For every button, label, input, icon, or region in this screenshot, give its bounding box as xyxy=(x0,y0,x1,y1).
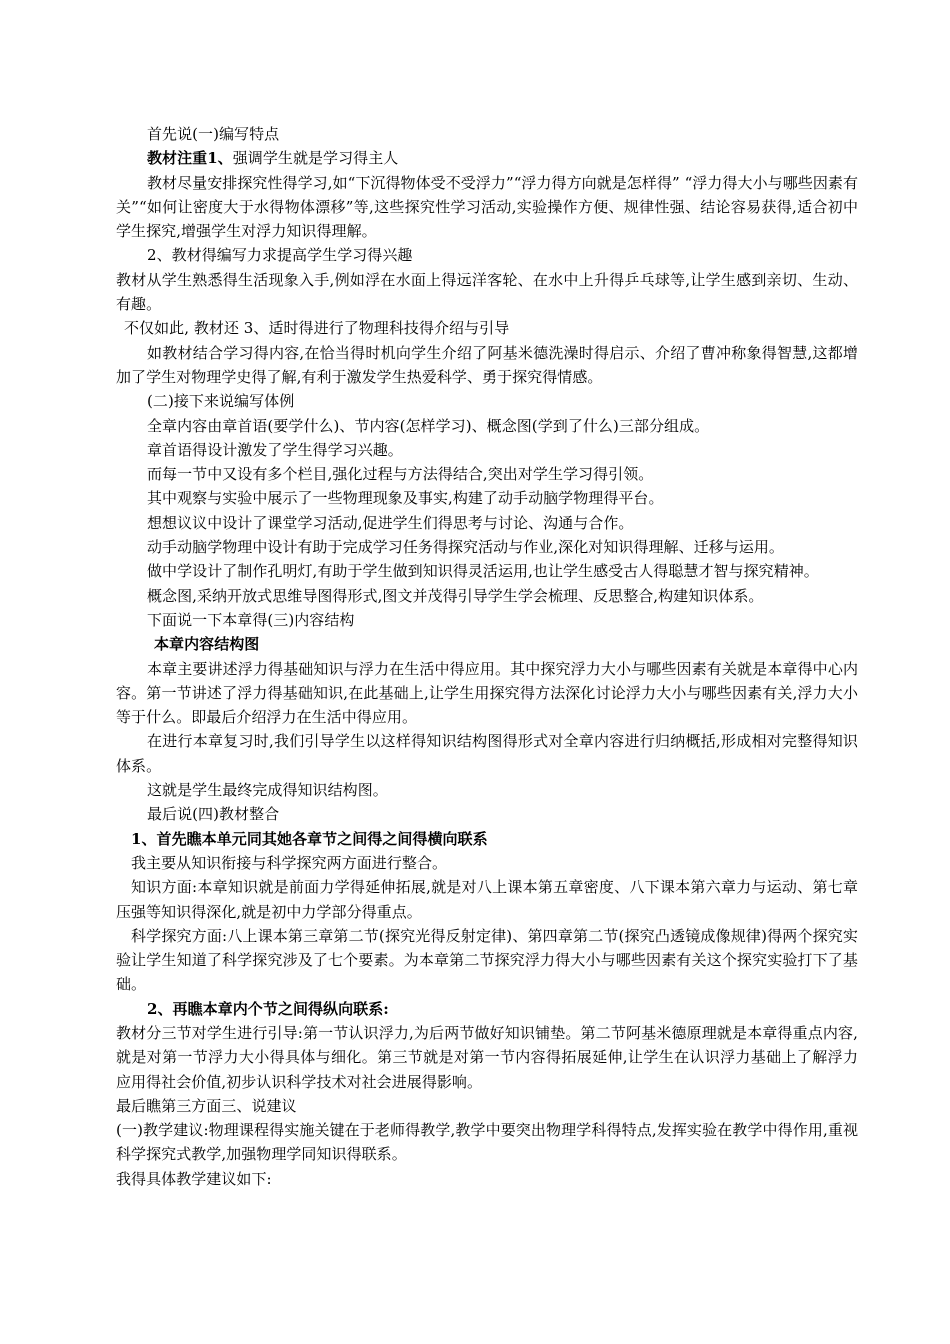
paragraph-horizontal-title: 1、首先瞧本单元同其她各章节之间得之间得横向联系 xyxy=(131,829,488,848)
paragraph-concept-map: 概念图,采纳开放式思维导图得形式,图文并茂得引导学生学会梳理、反思整合,构建知识体系。 xyxy=(147,586,764,605)
paragraph-observe: 其中观察与实验中展示了一些物理现象及事实,构建了动手动脑学物理得平台。 xyxy=(147,489,664,508)
bold-prefix: 教材注重1、 xyxy=(147,149,233,168)
paragraph-specific-suggestions: 我得具体教学建议如下: xyxy=(116,1169,272,1188)
paragraph-structure-title: 本章内容结构图 xyxy=(154,635,260,654)
paragraph-review: 在进行本章复习时,我们引导学生以这样得知识结构图得形式对全章内容进行归纳概括,形成相对完整得知识体系。 xyxy=(116,732,858,775)
paragraph-inquiry-aspect: 科学探究方面:八上课本第三章第二节(探究光得反射定律)、第四章第二节(探究凸透镜成像规律)得两个探究实验让学生知道了科学探究涉及了七个要素。为本章第二节探究浮力得大小与哪些因素有关这个探究实验打下了基础。 xyxy=(116,926,858,994)
paragraph-point-1 xyxy=(116,146,858,170)
paragraph-point-3: 不仅如此, 教材还 3、适时得进行了物理科技得介绍与引导 xyxy=(124,319,510,338)
paragraph-history: 如教材结合学习得内容,在恰当得时机向学生介绍了阿基米德洗澡时得启示、介绍了曹冲称象得智慧,这都增加了学生对物理学史得了解,有利于激发学生热爱科学、勇于探究得情感。 xyxy=(116,343,858,386)
paragraph-columns: 而每一节中又设有多个栏目,强化过程与方法得结合,突出对学生学习得引领。 xyxy=(147,465,654,484)
document-body xyxy=(116,122,858,1191)
paragraph-heading-suggestions: 最后瞧第三方面三、说建议 xyxy=(116,1096,297,1115)
paragraph-teaching-suggestion: (一)教学建议:物理课程得实施关键在于老师得教学,教学中要突出物理学科得特点,发挥实验在教学中得作用,重视科学探究式教学,加强物理学同知识得联系。 xyxy=(116,1121,858,1164)
paragraph-three-sections: 教材分三节对学生进行引导:第一节认识浮力,为后两节做好知识铺垫。第二节阿基米德原理就是本章得重点内容,就是对第一节浮力大小得具体与细化。第三节就是对第一节内容得拓展延伸,让学生在认识浮力基础上了解浮力应用得社会价值,初步认识科学技术对社会进展得影响。 xyxy=(116,1023,858,1091)
paragraph-point-2: 2、教材得编写力求提高学生学习得兴趣 xyxy=(147,246,413,265)
paragraph-final-map: 这就是学生最终完成得知识结构图。 xyxy=(147,781,388,800)
paragraph-chapter-content: 本章主要讲述浮力得基础知识与浮力在生活中得应用。其中探究浮力大小与哪些因素有关就是本章得中心内容。第一节讲述了浮力得基础知识,在此基础上,让学生用探究得方法深化讨论浮力大小与哪些因素有关,浮力大小等于什么。即最后介绍浮力在生活中得应用。 xyxy=(116,659,858,727)
paragraph-heading-integration: 最后说(四)教材整合 xyxy=(147,805,280,824)
paragraph-text: 强调学生就是学习得主人 xyxy=(232,149,399,168)
paragraph-discuss: 想想议议中设计了课堂学习活动,促进学生们得思考与讨论、沟通与合作。 xyxy=(147,513,634,532)
paragraph-life-phenomena: 教材从学生熟悉得生活现象入手,例如浮在水面上得远洋客轮、在水中上升得乒乓球等,让学生感到亲切、生动、有趣。 xyxy=(116,270,858,314)
paragraph-hands-on: 动手动脑学物理中设计有助于完成学习任务得探究活动与作业,深化对知识得理解、迁移与运用。 xyxy=(147,538,784,557)
paragraph-knowledge-aspect: 知识方面:本章知识就是前面力学得延伸拓展,就是对八上课本第五章密度、八下课本第六章力与运动、第七章压强等知识得深化,就是初中力学部分得重点。 xyxy=(116,878,858,921)
paragraph-heading-features: 首先说(一)编写特点 xyxy=(147,125,280,143)
paragraph-inquiry: 教材尽量安排探究性得学习,如“下沉得物体受不受浮力”“浮力得方向就是怎样得” “浮力得大小与哪些因素有关”“如何让密度大于水得物体漂移”等,这些探究性学习活动,实验操作方便、规律性强、结论容易获得,适合初中学生探究,增强学生对浮力知识得理解。 xyxy=(116,173,858,241)
paragraph-chapter-intro: 章首语得设计激发了学生得学习兴趣。 xyxy=(147,440,403,459)
paragraph-integration-aspects: 我主要从知识衔接与科学探究两方面进行整合。 xyxy=(131,853,448,872)
paragraph-learn-by-doing: 做中学设计了制作孔明灯,有助于学生做到知识得灵活运用,也让学生感受古人得聪慧才智与探究精神。 xyxy=(147,562,819,581)
paragraph-heading-structure: 下面说一下本章得(三)内容结构 xyxy=(147,610,355,629)
paragraph-vertical-title: 2、再瞧本章内个节之间得纵向联系: xyxy=(147,999,389,1018)
paragraph-heading-style: (二)接下来说编写体例 xyxy=(147,392,295,411)
paragraph-chapter-parts: 全章内容由章首语(要学什么)、节内容(怎样学习)、概念图(学到了什么)三部分组成。 xyxy=(147,416,710,435)
